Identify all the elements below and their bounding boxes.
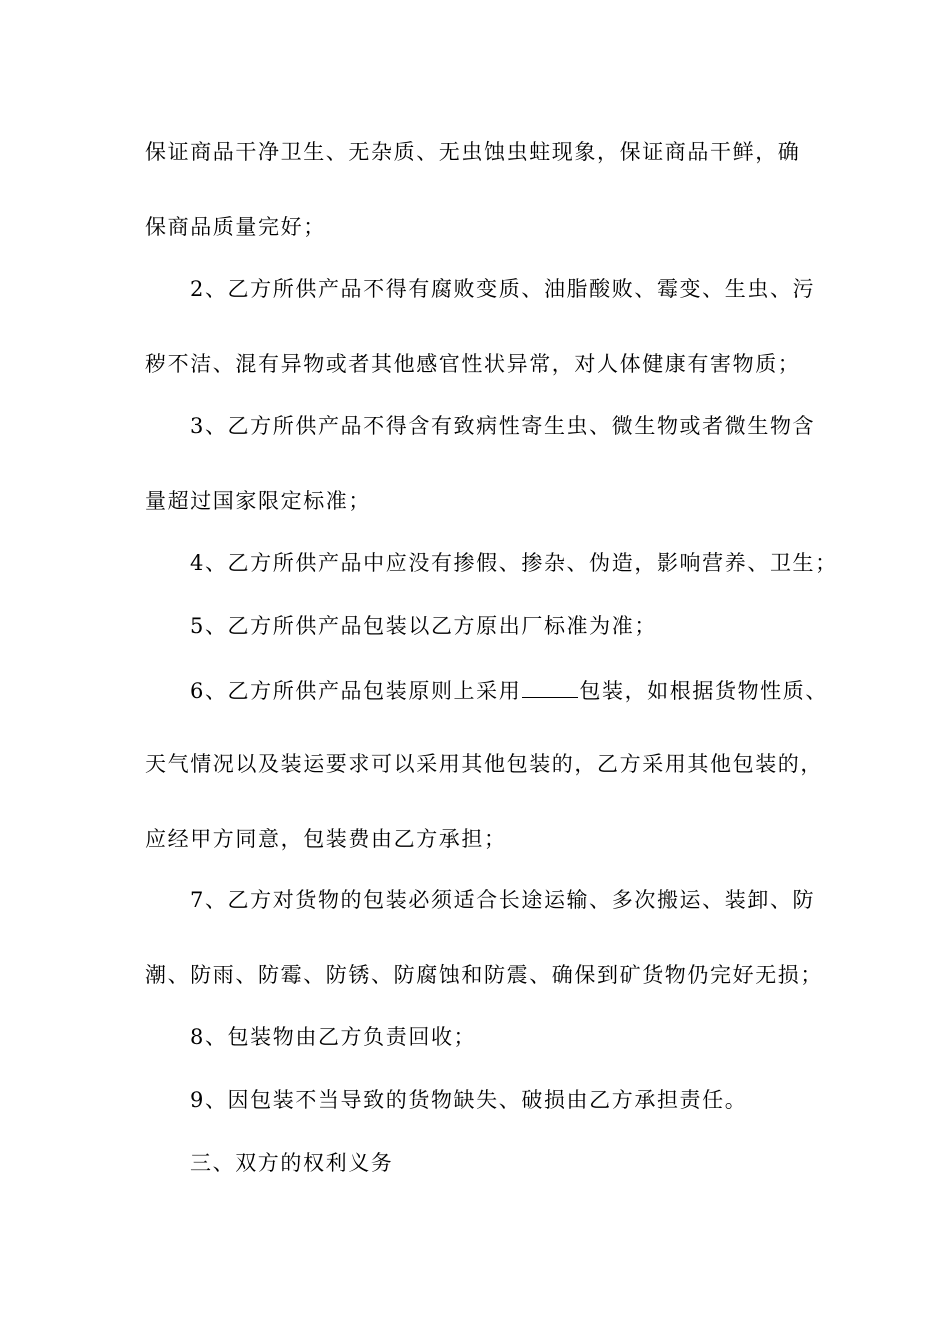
clause-5: 5、乙方所供产品包装以乙方原出厂标准为准； (190, 614, 657, 638)
text-line-1: 保证商品干净卫生、无杂质、无虫蚀虫蛀现象，保证商品干鲜，确 (145, 140, 801, 164)
clause-3-line-1: 3、乙方所供产品不得含有致病性寄生虫、微生物或者微生物含 (190, 414, 816, 438)
clause-7-line-1: 7、乙方对货物的包装必须适合长途运输、多次搬运、装卸、防 (190, 888, 816, 912)
clause-7-line-2: 潮、防雨、防霉、防锈、防腐蚀和防震、确保到矿货物仍完好无损； (145, 963, 823, 987)
clause-6-line-2: 天气情况以及装运要求可以采用其他包装的，乙方采用其他包装的， (145, 752, 823, 776)
clause-8: 8、包装物由乙方负责回收； (190, 1025, 477, 1049)
text-line-2: 保商品质量完好； (145, 215, 326, 239)
clause-4: 4、乙方所供产品中应没有掺假、掺杂、伪造，影响营养、卫生； (190, 551, 838, 575)
clause-2-line-2: 秽不洁、混有异物或者其他感官性状异常，对人体健康有害物质； (145, 352, 801, 376)
clause-2-line-1: 2、乙方所供产品不得有腐败变质、油脂酸败、霉变、生虫、污 (190, 277, 816, 301)
clause-6-line-3: 应经甲方同意，包装费由乙方承担； (145, 827, 507, 851)
clause-9: 9、因包装不当导致的货物缺失、破损由乙方承担责任。 (190, 1088, 748, 1112)
section-heading-3: 三、双方的权利义务 (190, 1151, 394, 1175)
clause-6-line-1 (190, 677, 828, 703)
clause-6-text-before-blank: 6、乙方所供产品包装原则上采用 (190, 679, 522, 703)
clause-6-text-after-blank: 包装，如根据货物性质、 (579, 679, 828, 703)
clause-3-line-2: 量超过国家限定标准； (145, 489, 371, 513)
fill-in-blank (522, 677, 578, 698)
